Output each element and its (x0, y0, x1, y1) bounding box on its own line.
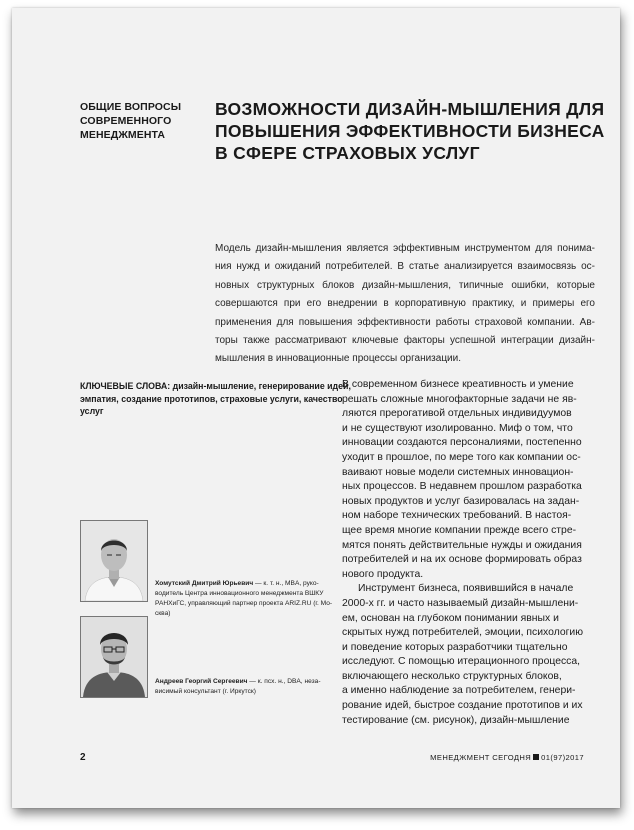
article-abstract (215, 240, 595, 369)
author-name: Андреев Георгий Сергеевич (155, 678, 248, 685)
body-line: а именно наблюдение за потребителем, генери- (342, 685, 576, 697)
author-bio-line: — к. т. н., MBA, руко- (253, 580, 319, 587)
body-line: В современном бизнесе креативность и умение (342, 379, 574, 390)
body-line: ваивают новые модели системных инновацион- (342, 466, 574, 478)
section-rubric (80, 100, 190, 142)
abstract-line: новных структурных блоков дизайн-мышления, типичные ошибки, которые (215, 279, 595, 291)
abstract-line: применения для повышения эффективности работы страховой компании. Ав- (215, 316, 595, 328)
body-line: тестирование (см. рисунок), дизайн-мышление (342, 714, 570, 726)
magazine-page (12, 8, 620, 808)
body-line: щее время многие компании прежде всего стре- (342, 524, 577, 536)
running-footer (430, 753, 584, 762)
journal-name: МЕНЕДЖМЕНТ СЕГОДНЯ (430, 753, 532, 762)
author-photo (80, 520, 148, 602)
rubric-line: МЕНЕДЖМЕНТА (80, 129, 166, 141)
body-line: рование идей, быстрое создание прототипов и их (342, 700, 583, 712)
title-line: В СФЕРЕ СТРАХОВЫХ УСЛУГ (215, 143, 480, 163)
keywords-line: эмпатия, создание прототипов, страховые услуги, качество (80, 393, 343, 404)
body-line: нового продукта. (342, 568, 424, 580)
author-bio-line: — к. псх. н., DBA, неза- (247, 678, 321, 685)
author-bio-line: водитель Центра инновационного менеджмента ВШКУ (155, 590, 324, 597)
abstract-line: торы также рассматривают ключевые факторы успешной интеграции дизайн- (215, 335, 595, 347)
body-line: потребителей и на их основе формировать образ (342, 554, 582, 566)
author-name: Хомутский Дмитрий Юрьевич (155, 580, 254, 587)
abstract-line: Модель дизайн-мышления является эффективным инструментом для понима- (215, 243, 595, 254)
portrait-icon (81, 617, 147, 697)
author-bio-line: сква) (155, 610, 171, 617)
author-photo (80, 616, 148, 698)
body-line: ляются прерогативой отдельных индивидуумов (342, 408, 572, 420)
body-line: исследуют. С помощью итерационного процесса, (342, 656, 581, 668)
issue-number: 01(97)2017 (541, 753, 584, 762)
body-line: и поведение которых разработчики тщательно (342, 641, 568, 653)
title-line: ПОВЫШЕНИЯ ЭФФЕКТИВНОСТИ БИЗНЕСА (215, 121, 605, 141)
abstract-line: ния нужд и ожиданий потребителей. В статье анализируется взаимосвязь ос- (215, 261, 595, 273)
abstract-line: совершаются при его внедрении в корпоративную практику, и примеры его (215, 298, 595, 310)
body-line: инновации создаются персоналиями, постепенно (342, 437, 582, 449)
author-bio-line: висимый консультант (г. Иркутск) (155, 688, 256, 695)
keywords-line: КЛЮЧЕВЫЕ СЛОВА: дизайн-мышление, генерирование идей, (80, 381, 351, 391)
body-line: решать сложные многофакторные задачи не яв- (342, 393, 577, 405)
article-title (215, 98, 605, 164)
keywords (80, 380, 351, 418)
body-line: ном наборе технических требований. В настоя- (342, 510, 572, 522)
body-line: и не существуют изолированно. Миф о том, что (342, 422, 573, 434)
portrait-icon (81, 521, 147, 601)
body-line: Инструмент бизнеса, появившийся в начале (358, 583, 574, 595)
body-line: 2000-х гг. и часто называемый дизайн-мышлени- (342, 597, 579, 609)
title-line: ВОЗМОЖНОСТИ ДИЗАЙН-МЫШЛЕНИЯ ДЛЯ (215, 99, 605, 119)
article-body (342, 378, 594, 728)
author-bio-line: РАНХиГС, управляющий партнер проекта ARIZ.RU (г. Мо- (155, 600, 333, 607)
rubric-line: СОВРЕМЕННОГО (80, 115, 172, 127)
square-separator-icon (533, 754, 539, 760)
author-bio (155, 677, 330, 697)
body-line: уходит в прошлое, по мере того как компании ос- (342, 451, 581, 463)
abstract-line: мышления в инновационные процессы организации. (215, 353, 462, 365)
body-line: ных процессов. В недавнем прошлом разработка (342, 481, 582, 493)
page-number: 2 (80, 752, 86, 763)
body-line: новых продуктов и услуг базировалась на задан- (342, 495, 580, 507)
body-line: мятся понять действительные нужды и ожидания (342, 539, 582, 551)
body-line: скрытых нужд потребителей, эмоции, психологию (342, 627, 584, 639)
body-line: включающего несколько структурных блоков, (342, 670, 562, 682)
body-line: ем, основан на глубоком понимании явных и (342, 612, 559, 624)
author-bio (155, 579, 333, 619)
keywords-line: услуг (80, 406, 104, 416)
rubric-line: ОБЩИЕ ВОПРОСЫ (80, 101, 182, 113)
